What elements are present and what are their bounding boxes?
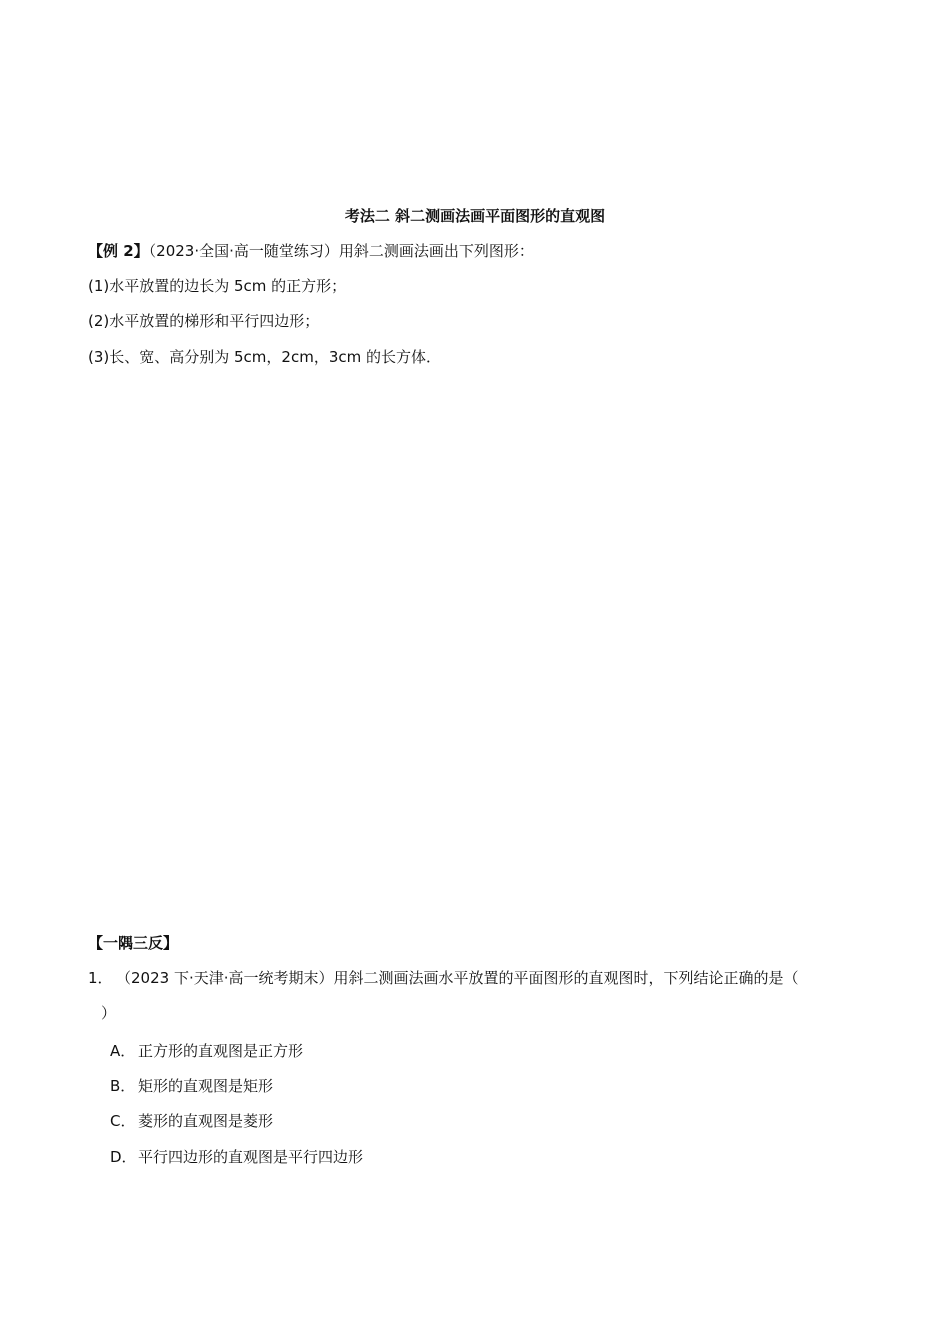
example-label: 【例 2】: [88, 242, 149, 260]
option-a: [110, 1040, 303, 1062]
example-source: （2023·全国·高一随堂练习）: [148, 242, 339, 260]
example-header: [88, 240, 534, 262]
option-letter: D．: [110, 1148, 137, 1166]
example-item-2: (2)水平放置的梯形和平行四边形；: [88, 312, 320, 330]
question-number: 1．: [88, 969, 113, 987]
question-text: （2023 下·天津·高一统考期末）用斜二测画法画水平放置的平面图形的直观图时，下列结论正确的是（: [116, 969, 799, 987]
example-item-3: (3)长、宽、高分别为 5cm，2cm，3cm 的长方体．: [88, 348, 441, 366]
option-b: [110, 1075, 273, 1097]
question-1: [88, 967, 798, 989]
example-text: 用斜二测画法画出下列图形：: [338, 242, 534, 260]
question-text-continued: ）: [101, 1004, 117, 1022]
practice-heading: 【一隅三反】: [88, 934, 179, 952]
option-c: [110, 1110, 273, 1132]
option-text: 矩形的直观图是矩形: [138, 1077, 274, 1095]
option-text: 平行四边形的直观图是平行四边形: [138, 1148, 364, 1166]
option-d: [110, 1146, 363, 1168]
option-text: 菱形的直观图是菱形: [138, 1112, 274, 1130]
option-letter: A．: [110, 1042, 136, 1060]
option-letter: B．: [110, 1077, 136, 1095]
example-item-1: (1)水平放置的边长为 5cm 的正方形；: [88, 277, 347, 295]
option-text: 正方形的直观图是正方形: [138, 1042, 304, 1060]
section-title: 考法二 斜二测画法画平面图形的直观图: [344, 207, 606, 225]
option-letter: C．: [110, 1112, 136, 1130]
